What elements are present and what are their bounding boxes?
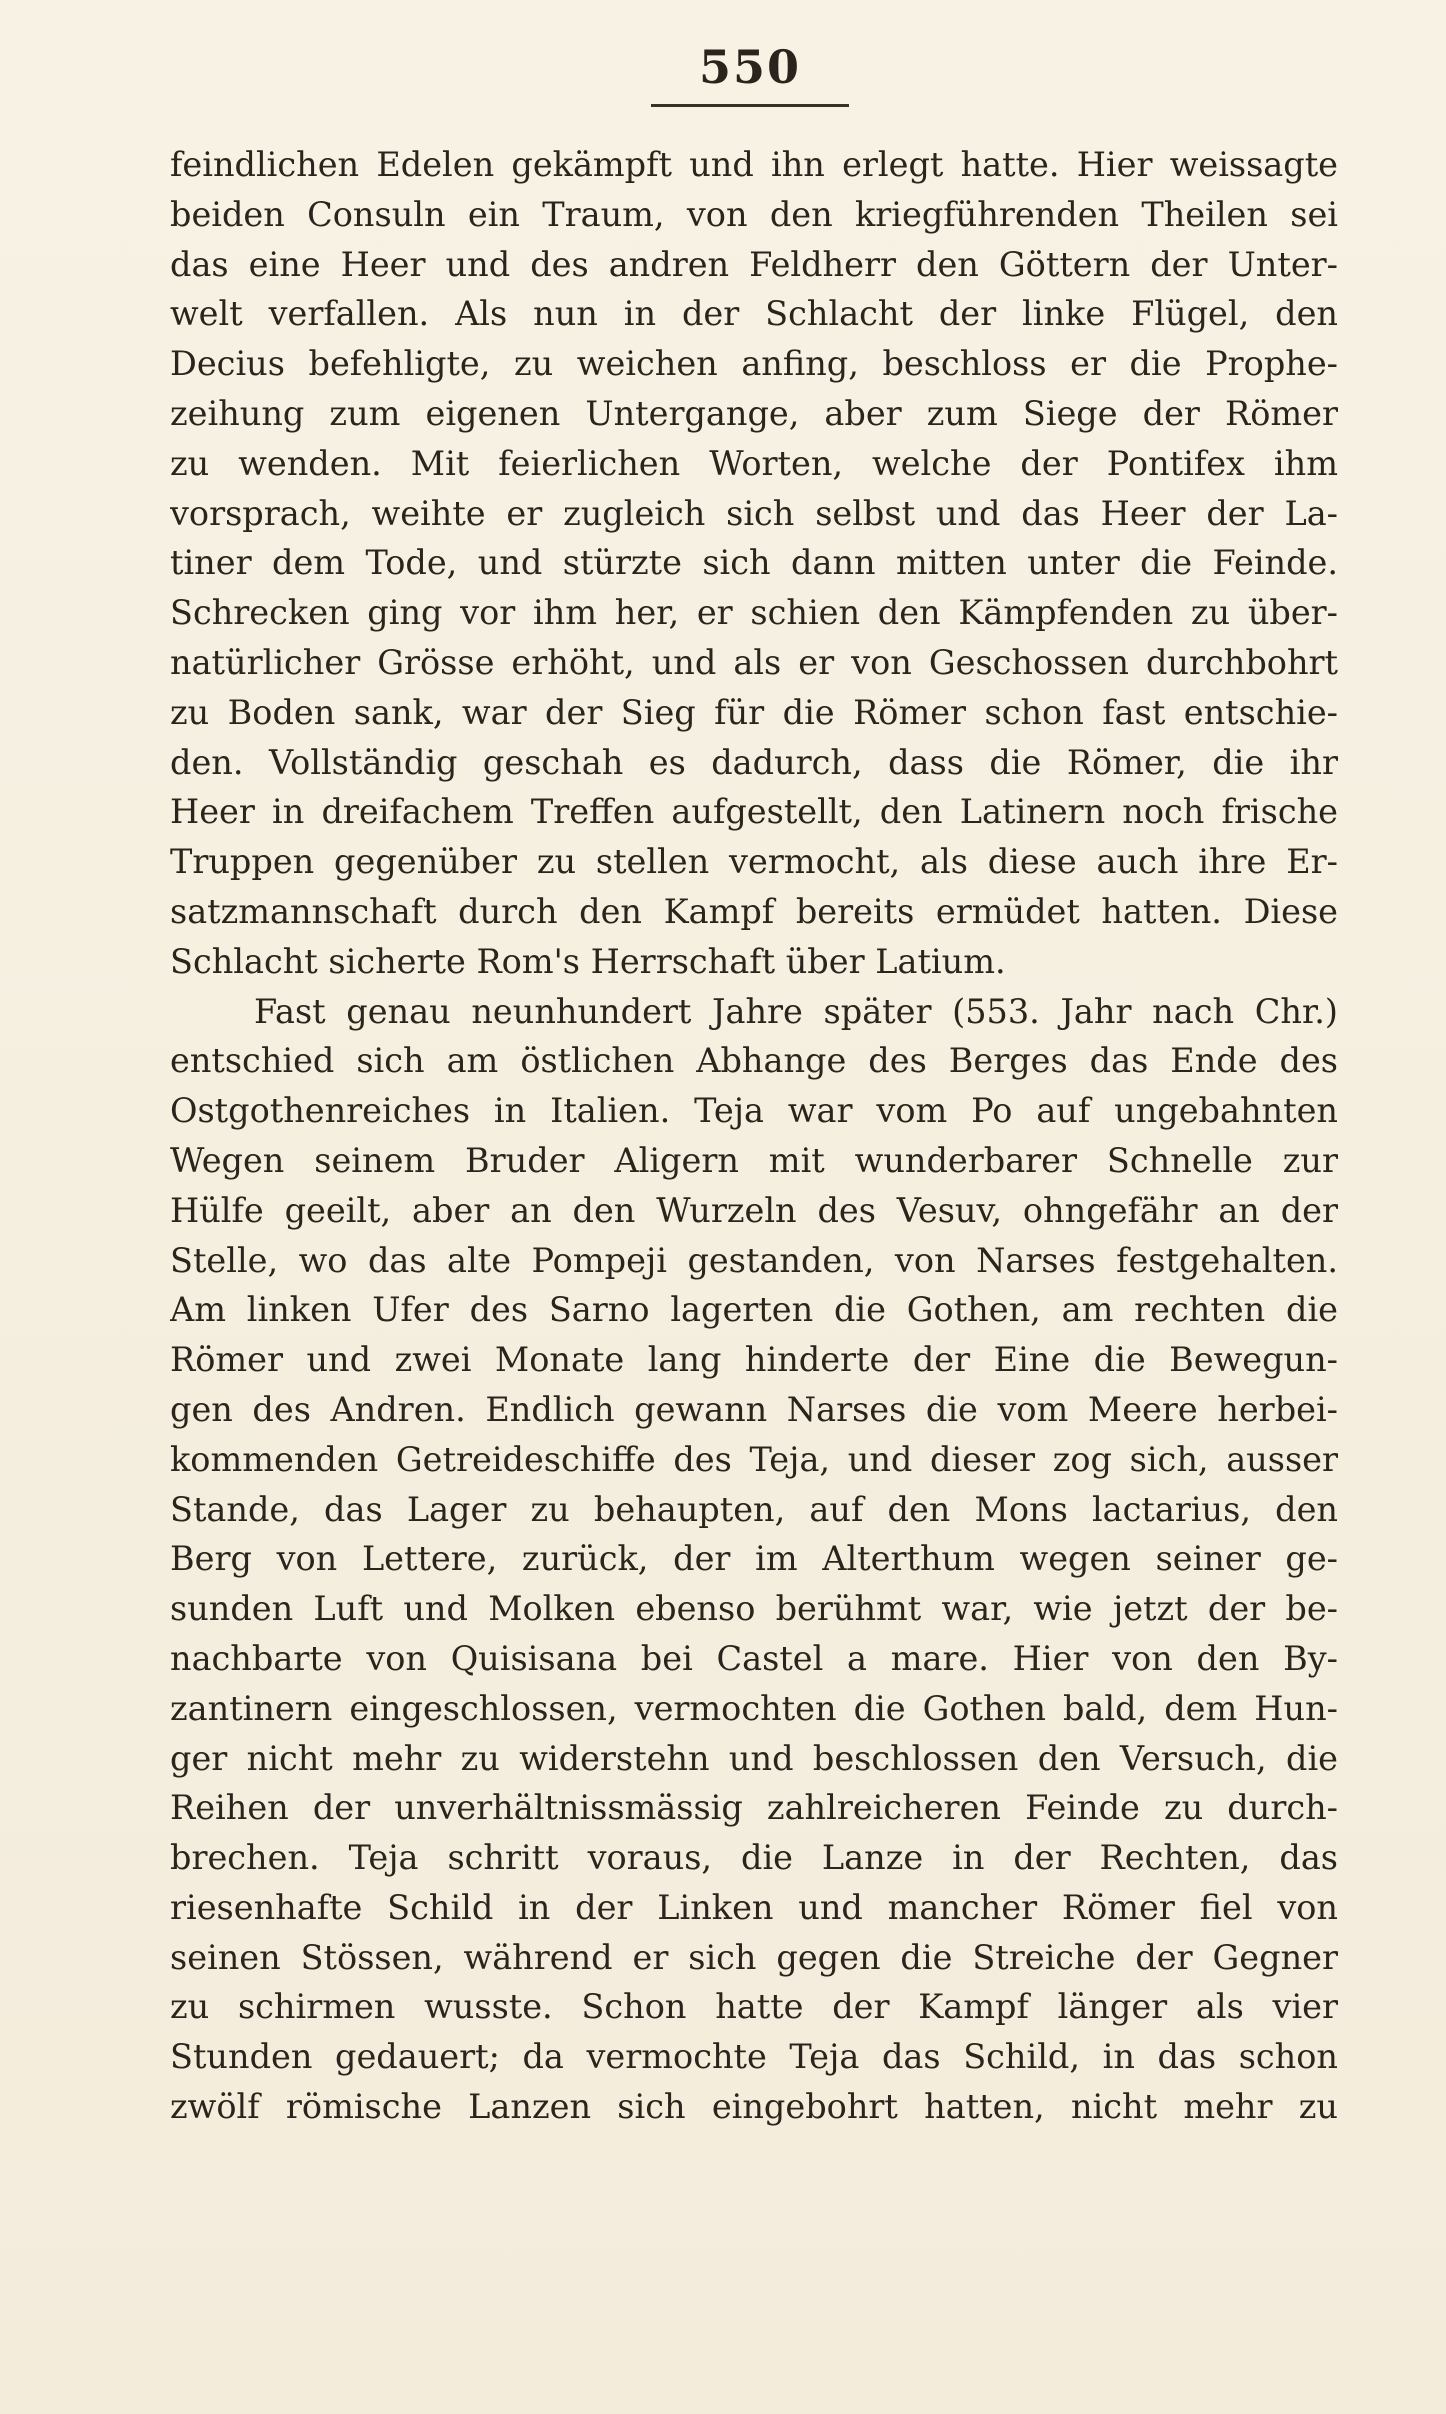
text-line: Römer und zwei Monate lang hinderte der Eine die Bewegun- [170,1340,1338,1380]
text-line: nachbarte von Quisisana bei Castel a mare. Hier von den By- [170,1638,1338,1678]
text-line: gen des Andren. Endlich gewann Narses die vom Meere herbei- [170,1389,1338,1429]
body-text [170,140,1338,2132]
text-line: vorsprach, weihte er zugleich sich selbst und das Heer der La- [170,493,1338,533]
text-line: welt verfallen. Als nun in der Schlacht der linke Flügel, den [170,294,1338,334]
text-line: feindlichen Edelen gekämpft und ihn erlegt hatte. Hier weissagte [170,145,1338,184]
text-line: Decius befehligte, zu weichen anfing, beschloss er die Prophe- [170,344,1338,384]
text-line: zu schirmen wusste. Schon hatte der Kampf länger als vier [170,1987,1338,2027]
text-line: Truppen gegenüber zu stellen vermocht, als diese auch ihre Er- [170,842,1338,882]
text-line: riesenhafte Schild in der Linken und mancher Römer fiel von [170,1887,1338,1927]
text-line: brechen. Teja schritt voraus, die Lanze in der Rechten, das [170,1838,1338,1878]
text-line: Berg von Lettere, zurück, der im Alterthum wegen seiner ge- [170,1539,1338,1579]
text-line: den. Vollständig geschah es dadurch, dass die Römer, die ihr [170,742,1338,782]
paragraph-1 [170,140,1338,987]
page-number-rule [651,104,849,107]
text-line: ger nicht mehr zu widerstehn und beschlossen den Versuch, die [170,1738,1338,1778]
text-line: kommenden Getreideschiffe des Teja, und dieser zog sich, ausser [170,1439,1338,1479]
text-line: Am linken Ufer des Sarno lagerten die Gothen, am rechten die [170,1290,1338,1330]
text-line: Hülfe geeilt, aber an den Wurzeln des Vesuv, ohngefähr an der [170,1190,1338,1230]
text-line: Schlacht sicherte Rom's Herrschaft über Latium. [170,941,1006,981]
text-line: zeihung zum eigenen Untergange, aber zum Siege der Römer [170,393,1338,433]
text-line: seinen Stössen, während er sich gegen die Streiche der Gegner [170,1937,1338,1977]
text-line: Stelle, wo das alte Pompeji gestanden, von Narses festgehalten. [170,1240,1338,1280]
text-line: tiner dem Tode, und stürzte sich dann mitten unter die Feinde. [170,543,1338,583]
text-line: zu wenden. Mit feierlichen Worten, welche der Pontifex ihm [170,443,1338,483]
text-line: das eine Heer und des andren Feldherr den Göttern der Unter- [170,244,1338,284]
text-line: Schrecken ging vor ihm her, er schien den Kämpfenden zu über- [170,593,1338,633]
text-line: Heer in dreifachem Treffen aufgestellt, den Latinern noch frische [170,792,1338,832]
text-line: satzmannschaft durch den Kampf bereits ermüdet hatten. Diese [170,891,1338,931]
text-line: entschied sich am östlichen Abhange des Berges das Ende des [170,1041,1338,1081]
text-line: beiden Consuln ein Traum, von den kriegführenden Theilen sei [170,194,1338,234]
text-line: sunden Luft und Molken ebenso berühmt war, wie jetzt der be- [170,1589,1338,1629]
text-line: Wegen seinem Bruder Aligern mit wunderbarer Schnelle zur [170,1140,1338,1180]
paragraph-2 [170,987,1338,2132]
text-line: zwölf römische Lanzen sich eingebohrt hatten, nicht mehr zu [170,2087,1338,2127]
text-line: Ostgothenreiches in Italien. Teja war vom Po auf ungebahnten [170,1091,1338,1131]
text-line: Fast genau neunhundert Jahre später (553. Jahr nach Chr.) [254,991,1338,1031]
text-line: zu Boden sank, war der Sieg für die Römer schon fast entschie- [170,692,1338,732]
page-number: 550 [698,40,802,94]
text-line: Stunden gedauert; da vermochte Teja das Schild, in das schon [170,2037,1338,2077]
text-line: Stande, das Lager zu behaupten, auf den Mons lactarius, den [170,1489,1338,1529]
text-line: natürlicher Grösse erhöht, und als er von Geschossen durchbohrt [170,642,1338,682]
text-line: zantinern eingeschlossen, vermochten die Gothen bald, dem Hun- [170,1688,1338,1728]
text-line: Reihen der unverhältnissmässig zahlreicheren Feinde zu durch- [170,1788,1338,1828]
